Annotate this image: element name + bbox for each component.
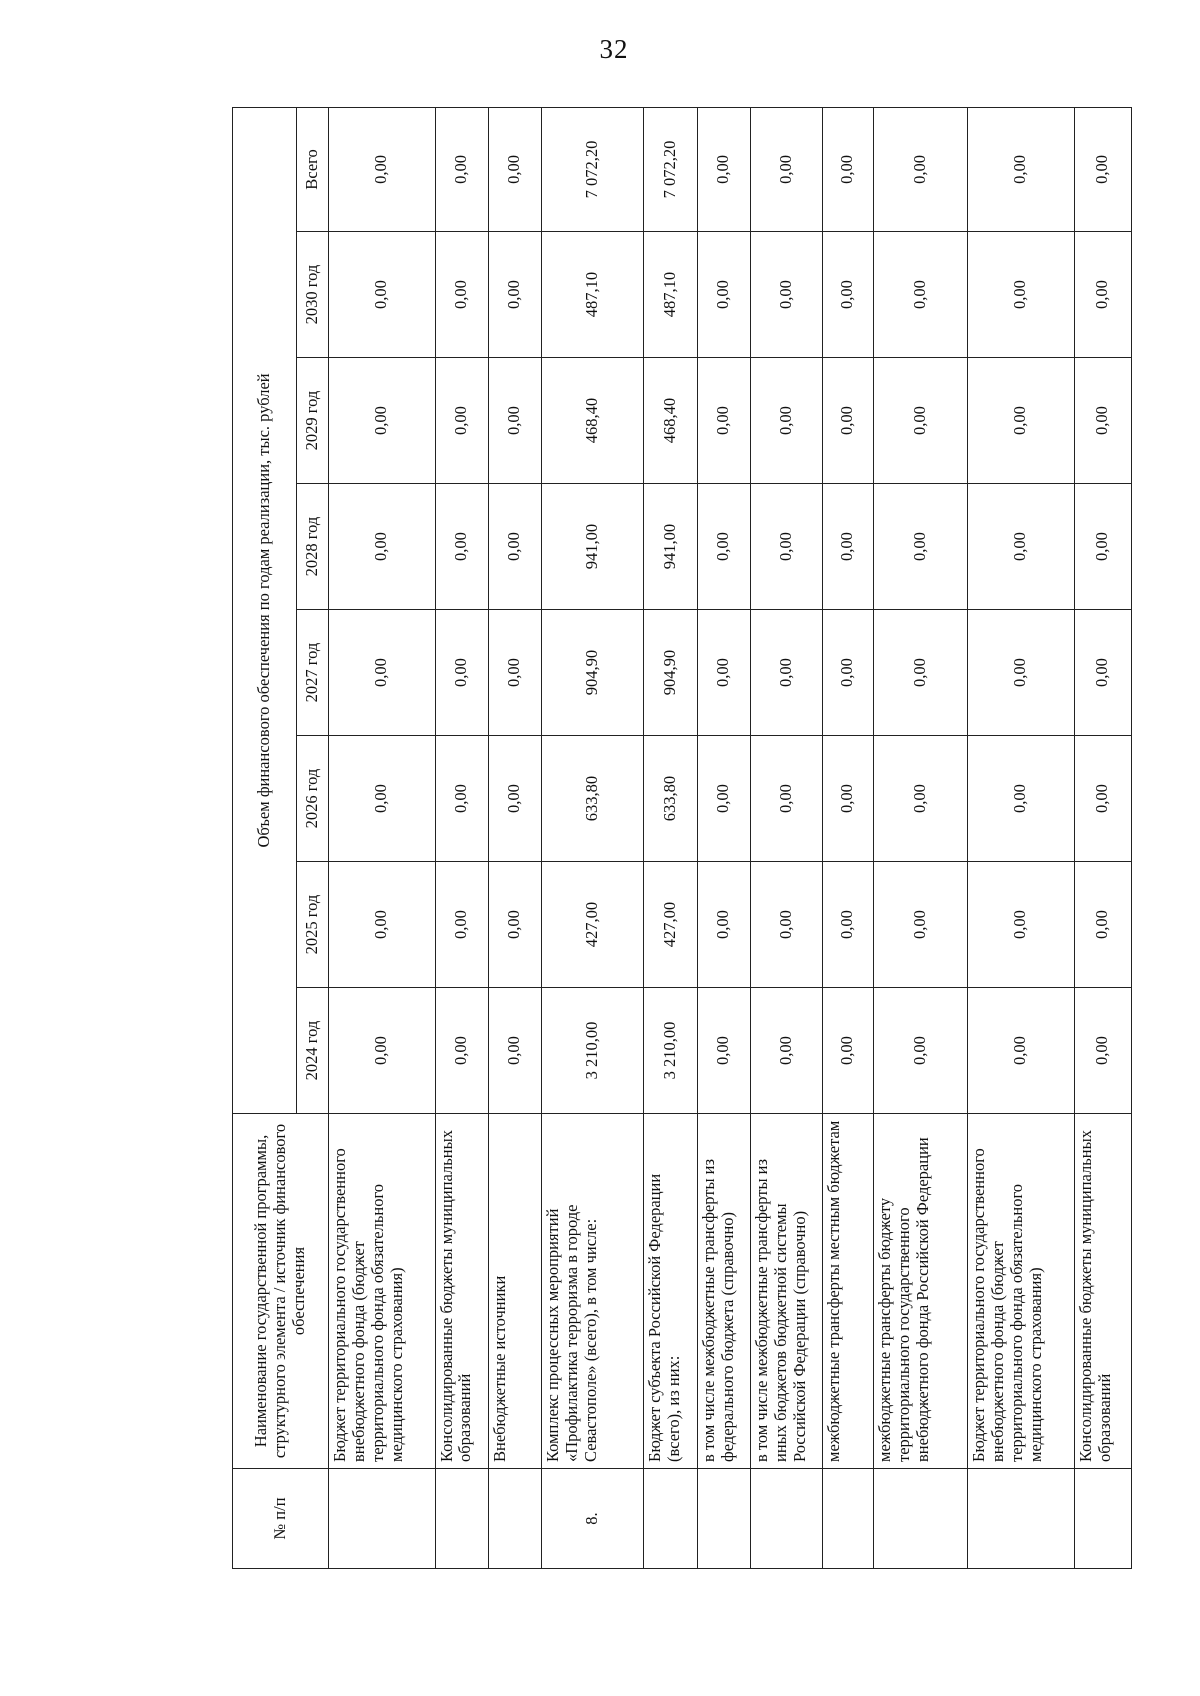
row-index	[1074, 1469, 1131, 1569]
table-row	[750, 107, 822, 1568]
row-year-value: 0,00	[1074, 484, 1131, 610]
table-row	[968, 107, 1075, 1568]
row-year-value: 0,00	[750, 862, 822, 988]
row-total-value: 0,00	[435, 107, 488, 231]
row-year-value: 633,80	[644, 736, 697, 862]
table-row	[644, 107, 697, 1568]
row-year-value: 0,00	[873, 988, 967, 1114]
row-year-value: 468,40	[644, 358, 697, 484]
row-year-value: 941,00	[542, 484, 644, 610]
row-year-value: 487,10	[644, 232, 697, 358]
row-year-value: 0,00	[435, 988, 488, 1114]
row-source-name: Бюджет территориального государственного внебюджетного фонда (бюджет территориального фонда обязательного медицинского страхования)	[329, 1114, 436, 1469]
row-year-value: 468,40	[542, 358, 644, 484]
row-total-value: 0,00	[750, 107, 822, 231]
row-index: 8.	[542, 1469, 644, 1569]
row-year-value: 0,00	[822, 232, 873, 358]
row-year-value: 0,00	[750, 610, 822, 736]
row-year-value: 0,00	[697, 232, 750, 358]
row-year-value: 0,00	[1074, 862, 1131, 988]
row-year-value: 0,00	[488, 232, 541, 358]
row-total-value: 0,00	[822, 107, 873, 231]
row-year-value: 0,00	[329, 232, 436, 358]
table-row	[822, 107, 873, 1568]
row-source-name: межбюджетные трансферты местным бюджетам	[822, 1114, 873, 1469]
row-source-name: Консолидированные бюджеты муниципальных образований	[1074, 1114, 1131, 1469]
row-year-value: 0,00	[968, 484, 1075, 610]
table-body	[329, 107, 1132, 1568]
row-year-value: 0,00	[968, 862, 1075, 988]
row-year-value: 0,00	[329, 862, 436, 988]
row-index	[750, 1469, 822, 1569]
row-total-value: 0,00	[968, 107, 1075, 231]
row-year-value: 0,00	[750, 358, 822, 484]
row-year-value: 0,00	[968, 232, 1075, 358]
row-year-value: 0,00	[488, 484, 541, 610]
row-year-value: 941,00	[644, 484, 697, 610]
row-total-value: 7 072,20	[542, 107, 644, 231]
row-year-value: 0,00	[1074, 988, 1131, 1114]
header-year: 2025 год	[297, 862, 329, 988]
row-source-name: Внебюджетные источники	[488, 1114, 541, 1469]
financing-table	[232, 107, 1132, 1569]
header-year: 2026 год	[297, 736, 329, 862]
header-year: 2030 год	[297, 232, 329, 358]
row-year-value: 0,00	[488, 610, 541, 736]
row-year-value: 0,00	[488, 988, 541, 1114]
row-year-value: 0,00	[968, 610, 1075, 736]
row-year-value: 0,00	[697, 358, 750, 484]
row-total-value: 7 072,20	[644, 107, 697, 231]
table-row	[1074, 107, 1131, 1568]
table-row	[329, 107, 436, 1568]
row-year-value: 0,00	[822, 610, 873, 736]
row-total-value: 0,00	[329, 107, 436, 231]
row-year-value: 0,00	[822, 862, 873, 988]
row-year-value: 0,00	[435, 358, 488, 484]
row-index	[822, 1469, 873, 1569]
row-year-value: 0,00	[488, 736, 541, 862]
row-year-value: 0,00	[873, 358, 967, 484]
row-year-value: 0,00	[697, 484, 750, 610]
row-year-value: 0,00	[1074, 736, 1131, 862]
row-year-value: 0,00	[873, 610, 967, 736]
header-volume: Объем финансового обеспечения по годам реализации, тыс. рублей	[233, 107, 297, 1113]
row-source-name: в том числе межбюджетные трансферты из федерального бюджета (справочно)	[697, 1114, 750, 1469]
row-year-value: 0,00	[1074, 358, 1131, 484]
row-year-value: 0,00	[873, 232, 967, 358]
header-index: № п/п	[233, 1469, 329, 1569]
row-year-value: 0,00	[968, 358, 1075, 484]
row-year-value: 0,00	[1074, 232, 1131, 358]
row-year-value: 427,00	[644, 862, 697, 988]
row-source-name: Консолидированные бюджеты муниципальных образований	[435, 1114, 488, 1469]
table-row	[542, 107, 644, 1568]
row-year-value: 904,90	[542, 610, 644, 736]
row-year-value: 0,00	[750, 736, 822, 862]
row-year-value: 0,00	[822, 988, 873, 1114]
row-year-value: 0,00	[822, 358, 873, 484]
row-year-value: 0,00	[435, 232, 488, 358]
row-year-value: 487,10	[542, 232, 644, 358]
row-index	[873, 1469, 967, 1569]
header-year: 2024 год	[297, 988, 329, 1114]
row-year-value: 0,00	[329, 610, 436, 736]
row-index	[968, 1469, 1075, 1569]
page-number: 32	[599, 34, 629, 64]
row-index	[329, 1469, 436, 1569]
header-year: 2027 год	[297, 610, 329, 736]
row-year-value: 0,00	[750, 232, 822, 358]
row-year-value: 0,00	[488, 862, 541, 988]
row-year-value: 0,00	[435, 610, 488, 736]
table-row	[697, 107, 750, 1568]
rotated-table-container	[232, 108, 1132, 1569]
header-year: 2029 год	[297, 358, 329, 484]
row-year-value: 0,00	[822, 736, 873, 862]
row-year-value: 427,00	[542, 862, 644, 988]
row-year-value: 0,00	[697, 736, 750, 862]
row-year-value: 0,00	[1074, 610, 1131, 736]
row-index	[488, 1469, 541, 1569]
row-source-name: межбюджетные трансферты бюджету территориального государственного внебюджетного фонда Российской Федерации	[873, 1114, 967, 1469]
row-year-value: 0,00	[750, 988, 822, 1114]
row-year-value: 0,00	[697, 610, 750, 736]
row-source-name: Бюджет территориального государственного внебюджетного фонда (бюджет территориального фонда обязательного медицинского страхования)	[968, 1114, 1075, 1469]
row-year-value: 0,00	[873, 484, 967, 610]
header-year: 2028 год	[297, 484, 329, 610]
row-year-value: 0,00	[750, 484, 822, 610]
row-year-value: 0,00	[822, 484, 873, 610]
row-source-name: в том числе межбюджетные трансферты из иных бюджетов бюджетной системы Российской Федерации (справочно)	[750, 1114, 822, 1469]
row-year-value: 0,00	[435, 736, 488, 862]
row-total-value: 0,00	[873, 107, 967, 231]
row-year-value: 0,00	[697, 862, 750, 988]
row-total-value: 0,00	[488, 107, 541, 231]
row-year-value: 633,80	[542, 736, 644, 862]
row-year-value: 0,00	[329, 484, 436, 610]
table-row	[435, 107, 488, 1568]
row-year-value: 0,00	[968, 736, 1075, 862]
row-year-value: 3 210,00	[644, 988, 697, 1114]
row-source-name: Бюджет субъекта Российской Федерации (всего), из них:	[644, 1114, 697, 1469]
row-index	[697, 1469, 750, 1569]
row-year-value: 0,00	[488, 358, 541, 484]
table-row	[488, 107, 541, 1568]
row-year-value: 0,00	[968, 988, 1075, 1114]
row-index	[435, 1469, 488, 1569]
row-year-value: 0,00	[435, 484, 488, 610]
row-year-value: 0,00	[329, 358, 436, 484]
row-year-value: 0,00	[329, 988, 436, 1114]
row-year-value: 0,00	[435, 862, 488, 988]
row-index	[644, 1469, 697, 1569]
header-name: Наименование государственной программы, структурного элемента / источник финансового обеспечения	[233, 1114, 329, 1469]
row-year-value: 0,00	[329, 736, 436, 862]
header-total: Всего	[297, 107, 329, 231]
row-total-value: 0,00	[697, 107, 750, 231]
row-year-value: 904,90	[644, 610, 697, 736]
row-year-value: 0,00	[873, 862, 967, 988]
row-year-value: 0,00	[697, 988, 750, 1114]
row-total-value: 0,00	[1074, 107, 1131, 231]
row-source-name: Комплекс процессных мероприятий «Профилактика терроризма в городе Севастополе» (всего), в том числе:	[542, 1114, 644, 1469]
row-year-value: 3 210,00	[542, 988, 644, 1114]
row-year-value: 0,00	[873, 736, 967, 862]
table-row	[873, 107, 967, 1568]
